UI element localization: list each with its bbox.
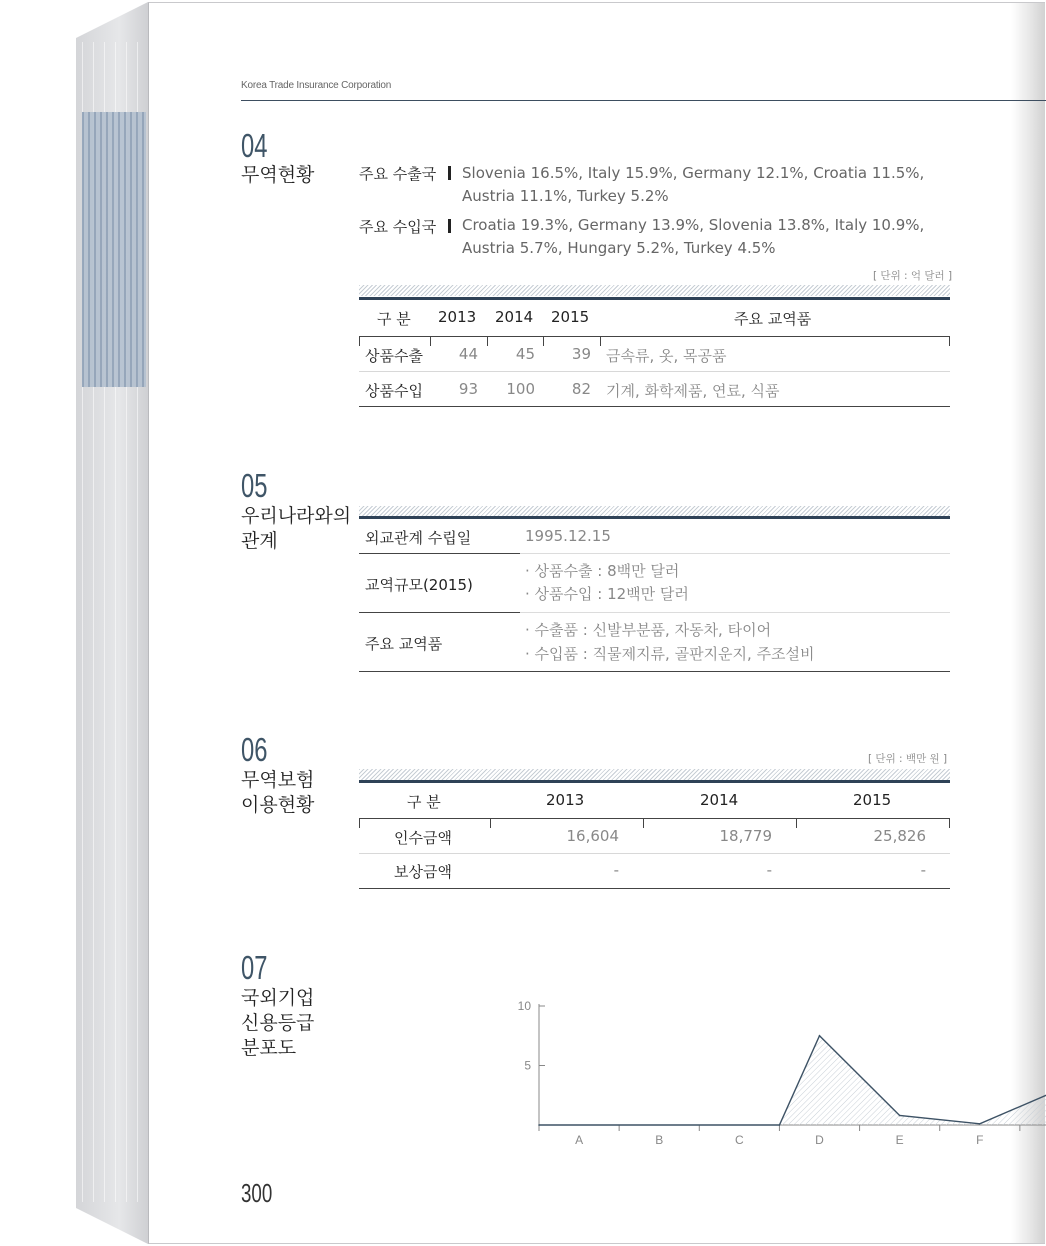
table-header: 2014 <box>700 791 739 809</box>
row-divider <box>359 553 520 554</box>
table-header: 2015 <box>551 308 590 326</box>
table-bottom-rule <box>359 888 950 889</box>
section-07-title: 국외기업 신용등급 분포도 <box>241 987 315 1059</box>
row-value: · 상품수입 : 12백만 달러 <box>525 585 689 603</box>
unit-label: [ 단위 : 억 달러 ] <box>873 270 953 282</box>
column-tick <box>490 818 491 828</box>
table-bottom-rule <box>359 671 950 672</box>
value-cell: 82 <box>571 380 591 398</box>
column-tick <box>600 336 601 346</box>
main-import-text: Croatia 19.3%, Germany 13.9%, Slovenia 13.8%, Italy 10.9%, Austria 5.7%, Hungary 5.2%, Turkey 4.5% <box>462 216 925 257</box>
section-05-number: 05 <box>241 467 268 504</box>
table-hatch-band <box>359 285 950 296</box>
book-page <box>148 2 1045 1244</box>
value-cell: 16,604 <box>566 827 619 845</box>
table-top-rule <box>359 780 950 783</box>
y-tick-label: 5 <box>524 1058 531 1073</box>
value-cell: 100 <box>506 380 535 398</box>
row-divider <box>359 853 950 854</box>
row-divider <box>359 371 950 372</box>
main-export-label: 주요 수출국 <box>359 165 437 183</box>
row-label: 외교관계 수립일 <box>365 529 472 547</box>
column-tick <box>359 336 360 346</box>
value-cell: 39 <box>571 345 591 363</box>
value-cell: 44 <box>458 345 478 363</box>
x-tick-label: F <box>976 1133 984 1147</box>
table-header: 구 분 <box>407 793 441 811</box>
row-value: · 상품수출 : 8백만 달러 <box>525 562 680 580</box>
row-divider <box>520 553 950 554</box>
main-import-label: 주요 수입국 <box>359 218 437 236</box>
page-number: 300 <box>241 1178 273 1208</box>
section-06-number: 06 <box>241 731 268 768</box>
unit-label: [ 단위 : 백만 원 ] <box>868 753 948 765</box>
value-cell: - <box>920 861 926 879</box>
x-tick-label: E <box>895 1133 904 1147</box>
table-header: 구 분 <box>377 310 411 328</box>
column-tick <box>949 336 950 346</box>
row-value: · 수입품 : 직물제지류, 골판지운지, 주조설비 <box>525 645 815 663</box>
main-export-text: Slovenia 16.5%, Italy 15.9%, Germany 12.1%, Croatia 11.5%, Austria 11.1%, Turkey 5.2% <box>462 164 925 205</box>
row-value: · 수출품 : 신발부분품, 자동차, 타이어 <box>525 621 772 639</box>
row-label: 인수금액 <box>394 829 452 847</box>
table-top-rule <box>359 516 950 519</box>
y-tick-label: 10 <box>517 999 531 1013</box>
running-header: Korea Trade Insurance Corporation <box>241 80 392 91</box>
value-cell: - <box>613 861 619 879</box>
row-divider <box>520 612 950 613</box>
column-tick <box>643 818 644 828</box>
label-divider-bar <box>448 166 451 180</box>
section-06-title: 무역보험 이용현황 <box>241 769 315 816</box>
data-point <box>779 1124 781 1126</box>
row-divider <box>359 612 520 613</box>
column-tick <box>796 818 797 828</box>
spine-bookmark-band <box>82 112 146 387</box>
table-header: 2015 <box>853 791 892 809</box>
items-cell: 기계, 화학제품, 연료, 식품 <box>606 382 780 400</box>
row-value: 1995.12.15 <box>525 527 611 545</box>
row-label: 상품수출 <box>365 347 423 365</box>
x-tick-label: C <box>735 1133 744 1147</box>
section-04-title: 무역현황 <box>241 164 315 186</box>
section-04-number: 04 <box>241 127 268 164</box>
series-area <box>539 1036 1046 1125</box>
x-tick-label: B <box>655 1133 664 1147</box>
column-tick <box>430 336 431 346</box>
data-point <box>899 1115 901 1117</box>
column-tick <box>359 818 360 828</box>
credit-rating-distribution-chart <box>359 988 984 1153</box>
table-header: 2013 <box>438 308 477 326</box>
data-point <box>979 1123 981 1125</box>
column-tick <box>543 336 544 346</box>
data-point <box>819 1035 821 1037</box>
table-hatch-band <box>359 769 950 780</box>
header-rule <box>241 100 1046 101</box>
label-divider-bar <box>448 219 451 233</box>
x-tick-label: D <box>815 1133 824 1147</box>
section-05-title: 우리나라와의 관계 <box>241 505 352 552</box>
value-cell: 45 <box>515 345 535 363</box>
table-bottom-rule <box>359 406 950 407</box>
table-top-rule <box>359 297 950 300</box>
row-label: 보상금액 <box>394 863 452 881</box>
column-tick <box>487 336 488 346</box>
value-cell: 18,779 <box>719 827 772 845</box>
table-header: 2013 <box>546 791 585 809</box>
row-label: 상품수입 <box>365 382 423 400</box>
table-header: 2014 <box>495 308 534 326</box>
value-cell: - <box>766 861 772 879</box>
value-cell: 25,826 <box>873 827 926 845</box>
row-label: 교역규모(2015) <box>365 576 473 594</box>
row-label: 주요 교역품 <box>365 635 443 653</box>
data-point <box>538 1124 540 1126</box>
section-07-number: 07 <box>241 949 268 986</box>
column-tick <box>949 818 950 828</box>
items-cell: 금속류, 옷, 목공품 <box>606 347 727 365</box>
header-under-rule <box>359 336 950 337</box>
value-cell: 93 <box>458 380 478 398</box>
page-gutter-shadow <box>1011 3 1045 1243</box>
table-header: 주요 교역품 <box>734 310 812 328</box>
header-under-rule <box>359 818 950 819</box>
x-tick-label: A <box>575 1133 584 1147</box>
